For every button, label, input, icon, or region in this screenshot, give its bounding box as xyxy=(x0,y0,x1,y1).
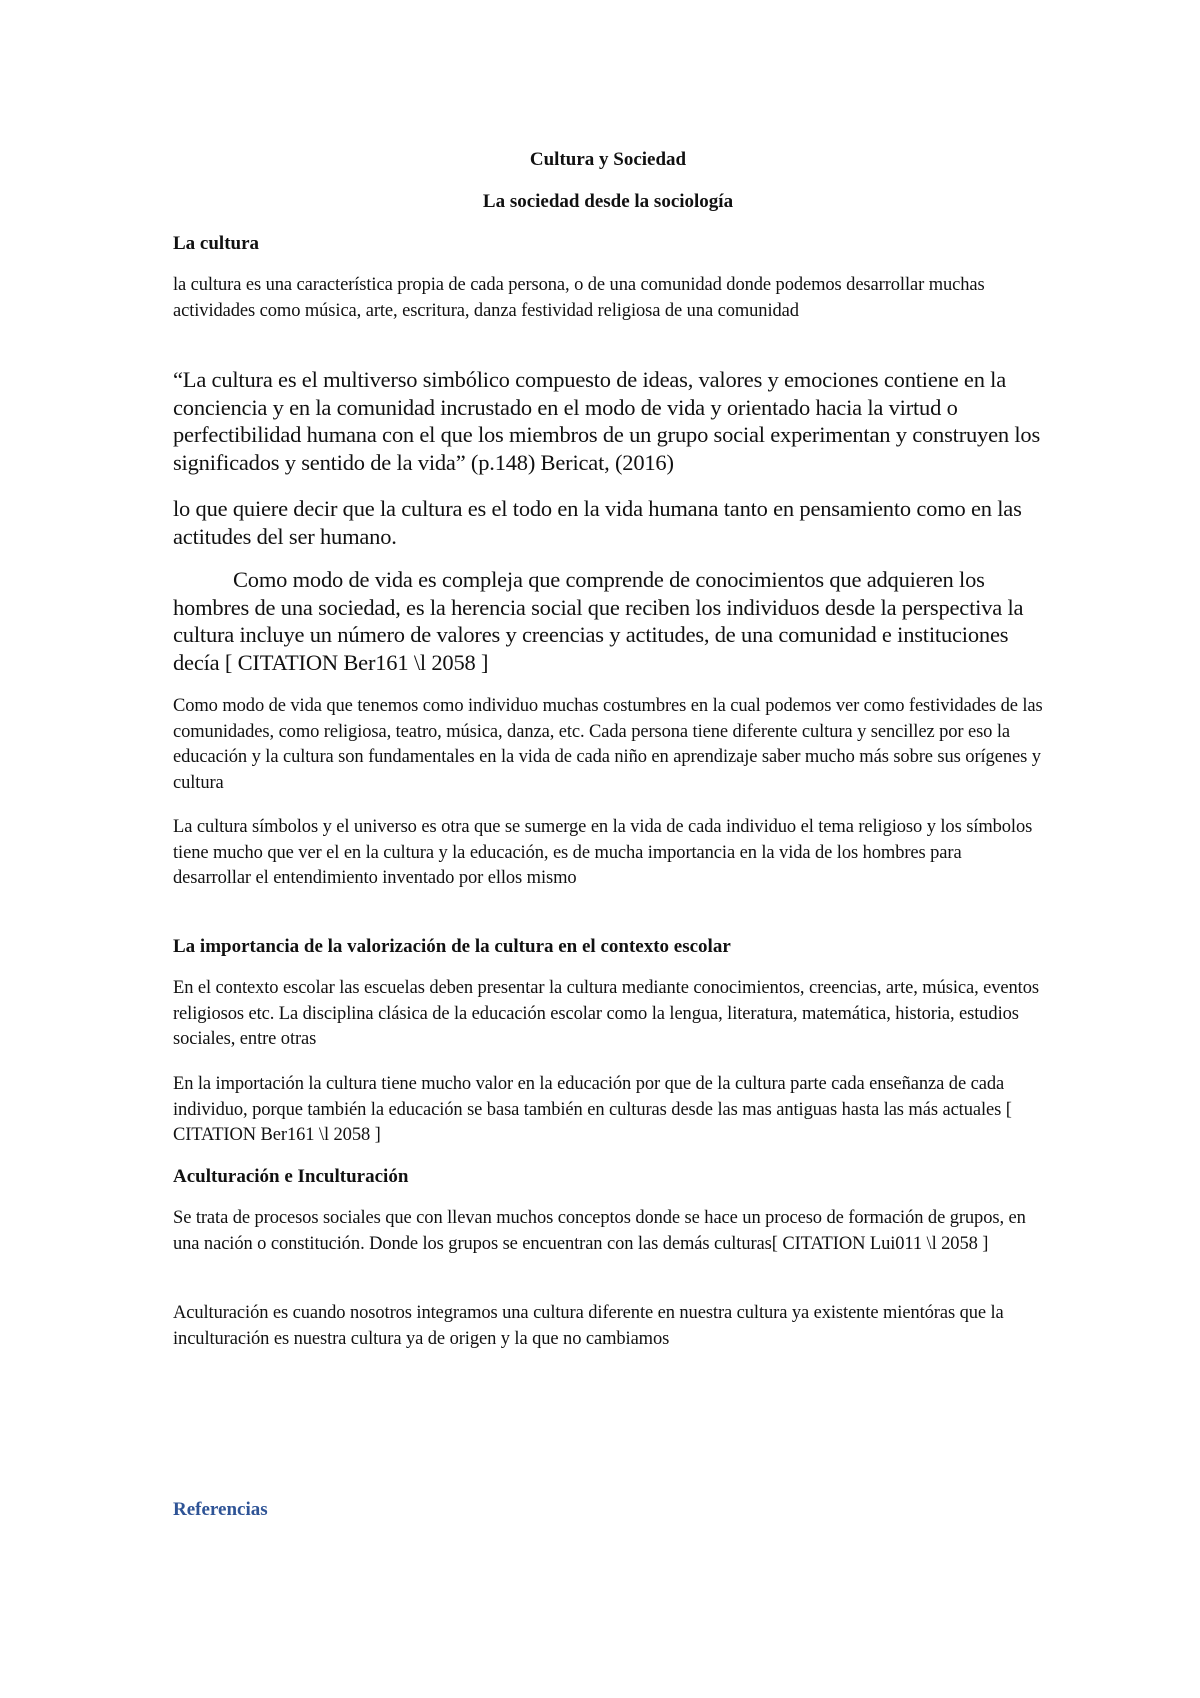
paragraph-8: Se trata de procesos sociales que con llevan muchos conceptos donde se hace un proceso de formación de grupos, en una nación o constitución. Donde los grupos se encuentran con las demás culturas[ CITATION Lui011 \l 2058 ] xyxy=(173,1208,1026,1254)
quote-paragraph: “La cultura es el multiverso simbólico compuesto de ideas, valores y emociones contiene en la conciencia y en la comunidad incrustado en el modo de vida y orientado hacia la virtud o perfectibilidad humana con el que los miembros de un grupo social experimentan y construyen los significados y sentido de la vida” (p.148) Bericat, (2016) xyxy=(173,367,1041,475)
paragraph-4: Como modo de vida que tenemos como individuo muchas costumbres en la cual podemos ver como festividades de las comunidades, como religiosa, teatro, música, danza, etc. Cada persona tiene diferente cultura y sencillez por eso la educación y la cultura son fundamentales en la vida de cada niño en aprendizaje saber mucho más sobre sus orígenes y cultura xyxy=(173,696,1043,793)
heading-la-cultura: La cultura xyxy=(173,233,260,254)
document-page xyxy=(173,0,1043,1698)
document-title: Cultura y Sociedad xyxy=(529,149,687,170)
paragraph-6: En el contexto escolar las escuelas deben presentar la cultura mediante conocimientos, creencias, arte, música, eventos religiosos etc. La disciplina clásica de la educación escolar como la lengua, literatura, matemática, historia, estudios sociales, entre otras xyxy=(173,978,1039,1049)
heading-importancia: La importancia de la valorización de la cultura en el contexto escolar xyxy=(173,936,731,957)
heading-aculturacion: Aculturación e Inculturación xyxy=(173,1166,409,1187)
paragraph-9: Aculturación es cuando nosotros integramos una cultura diferente en nuestra cultura ya existente mientóras que la inculturación es nuestra cultura ya de origen y la que no cambiamos xyxy=(173,1303,1004,1349)
paragraph-3: Como modo de vida es compleja que comprende de conocimientos que adquieren los hombres de una sociedad, es la herencia social que reciben los individuos desde la perspectiva la cultura incluye un número de valores y creencias y actitudes, de una comunidad e instituciones decía [ CITATION Ber161 \l 2058 ] xyxy=(173,567,1024,675)
document-subtitle: La sociedad desde la sociología xyxy=(482,191,734,212)
references-heading: Referencias xyxy=(173,1499,268,1520)
paragraph-7: En la importación la cultura tiene mucho valor en la educación por que de la cultura parte cada enseñanza de cada individuo, porque también la educación se basa también en culturas desde las mas antiguas hasta las más actuales [ CITATION Ber161 \l 2058 ] xyxy=(173,1074,1012,1145)
paragraph-1: la cultura es una característica propia de cada persona, o de una comunidad donde podemos desarrollar muchas actividades como música, arte, escritura, danza festividad religiosa de una comunidad xyxy=(173,275,985,321)
paragraph-2: lo que quiere decir que la cultura es el todo en la vida humana tanto en pensamiento como en las actitudes del ser humano. xyxy=(173,496,1022,549)
paragraph-5: La cultura símbolos y el universo es otra que se sumerge en la vida de cada individuo el tema religioso y los símbolos tiene mucho que ver el en la cultura y la educación, es de mucha importancia en la vida de los hombres para desarrollar el entendimiento inventado por ellos mismo xyxy=(173,817,1033,888)
